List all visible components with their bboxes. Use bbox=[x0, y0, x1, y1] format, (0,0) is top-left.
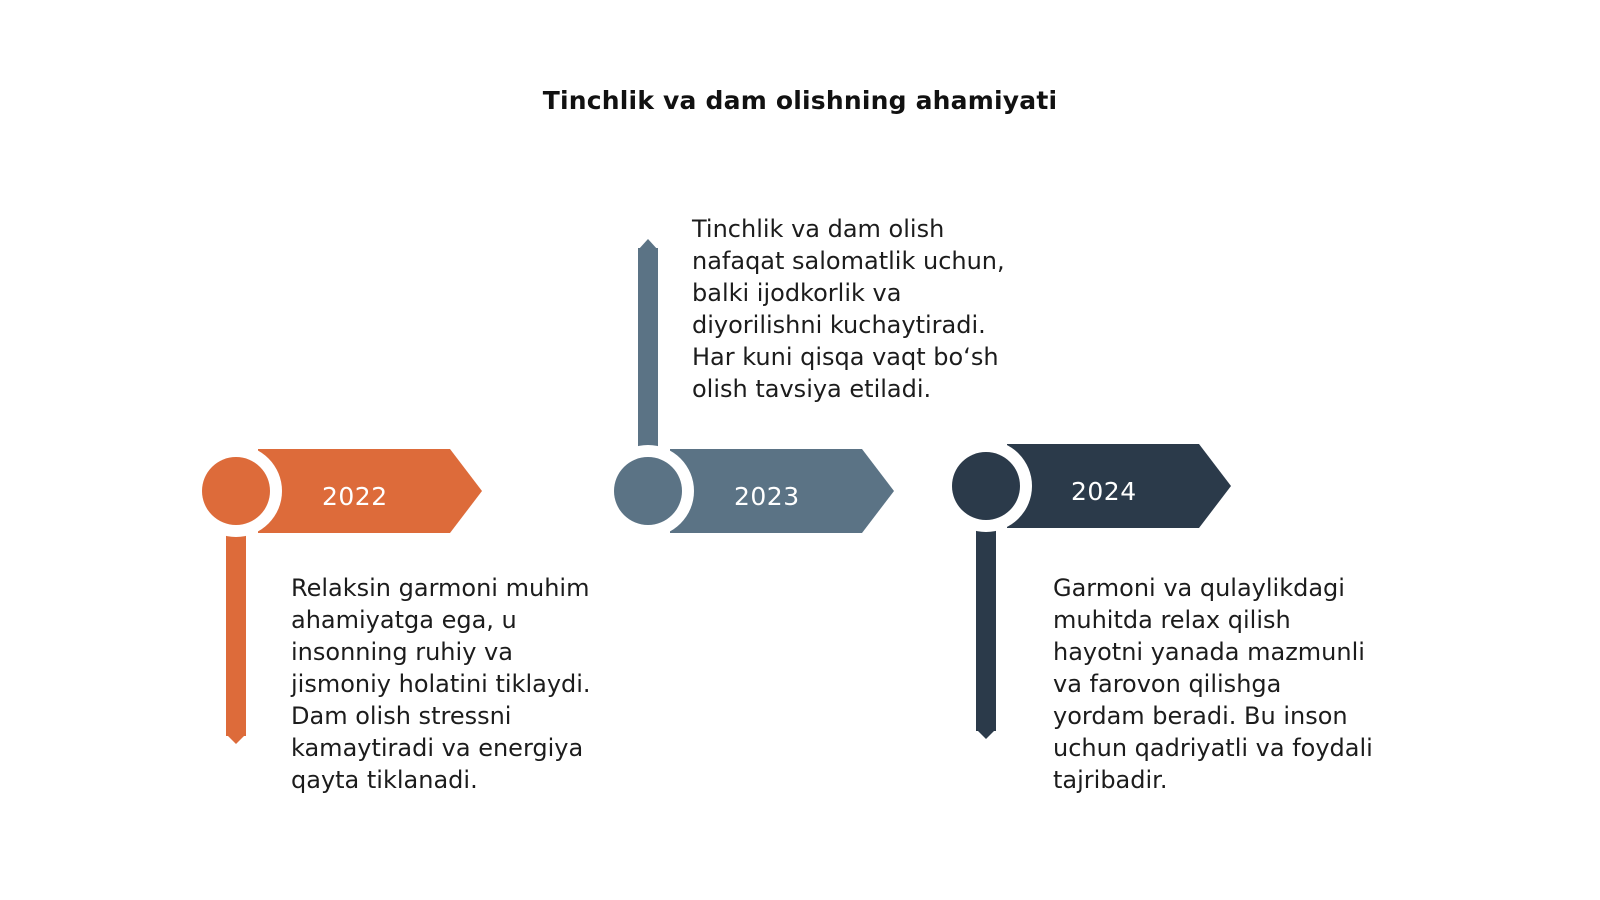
description-2022-line: Dam olish stressni bbox=[291, 702, 512, 730]
description-2024-line: yordam beradi. Bu inson bbox=[1053, 702, 1348, 730]
year-label-2022: 2022 bbox=[322, 482, 388, 511]
page-title: Tinchlik va dam olishning ahamiyati bbox=[542, 86, 1058, 115]
description-2023 bbox=[692, 213, 1005, 405]
description-2024-line: muhitda relax qilish bbox=[1053, 606, 1291, 634]
description-2023-line: Har kuni qisqa vaqt bo‘sh bbox=[692, 343, 999, 371]
description-2024-line: tajribadir. bbox=[1053, 766, 1168, 794]
description-2024-line: va farovon qilishga bbox=[1053, 670, 1282, 698]
description-2023-line: diyorilishni kuchaytiradi. bbox=[692, 311, 986, 339]
description-2024 bbox=[1053, 572, 1373, 796]
description-2024-line: Garmoni va qulaylikdagi bbox=[1053, 574, 1345, 602]
stem-2022 bbox=[226, 528, 246, 736]
description-2023-line: nafaqat salomatlik uchun, bbox=[692, 247, 1005, 275]
description-2022-line: qayta tiklanadi. bbox=[291, 766, 478, 794]
description-2023-line: Tinchlik va dam olish bbox=[692, 215, 945, 243]
description-2023-line: olish tavsiya etiladi. bbox=[692, 375, 932, 403]
description-2022-line: insonning ruhiy va bbox=[291, 638, 513, 666]
description-2022-line: kamaytiradi va energiya bbox=[291, 734, 584, 762]
description-2022-line: jismoniy holatini tiklaydi. bbox=[291, 670, 591, 698]
description-2024-line: hayotni yanada mazmunli bbox=[1053, 638, 1365, 666]
dot-2024 bbox=[952, 452, 1020, 520]
description-2022-line: Relaksin garmoni muhim bbox=[291, 574, 590, 602]
year-label-2024: 2024 bbox=[1071, 477, 1137, 506]
stem-tip-2023 bbox=[638, 239, 658, 250]
description-2024-line: uchun qadriyatli va foydali bbox=[1053, 734, 1373, 762]
stem-tip-2022 bbox=[226, 734, 246, 744]
year-label-2023: 2023 bbox=[734, 482, 800, 511]
stem-2024 bbox=[976, 523, 996, 731]
stem-tip-2024 bbox=[976, 729, 996, 739]
description-2022-line: ahamiyatga ega, u bbox=[291, 606, 517, 634]
dot-2022 bbox=[202, 457, 270, 525]
dot-2023 bbox=[614, 457, 682, 525]
stem-2023 bbox=[638, 248, 658, 448]
description-2022 bbox=[291, 572, 591, 796]
description-2023-line: balki ijodkorlik va bbox=[692, 279, 902, 307]
